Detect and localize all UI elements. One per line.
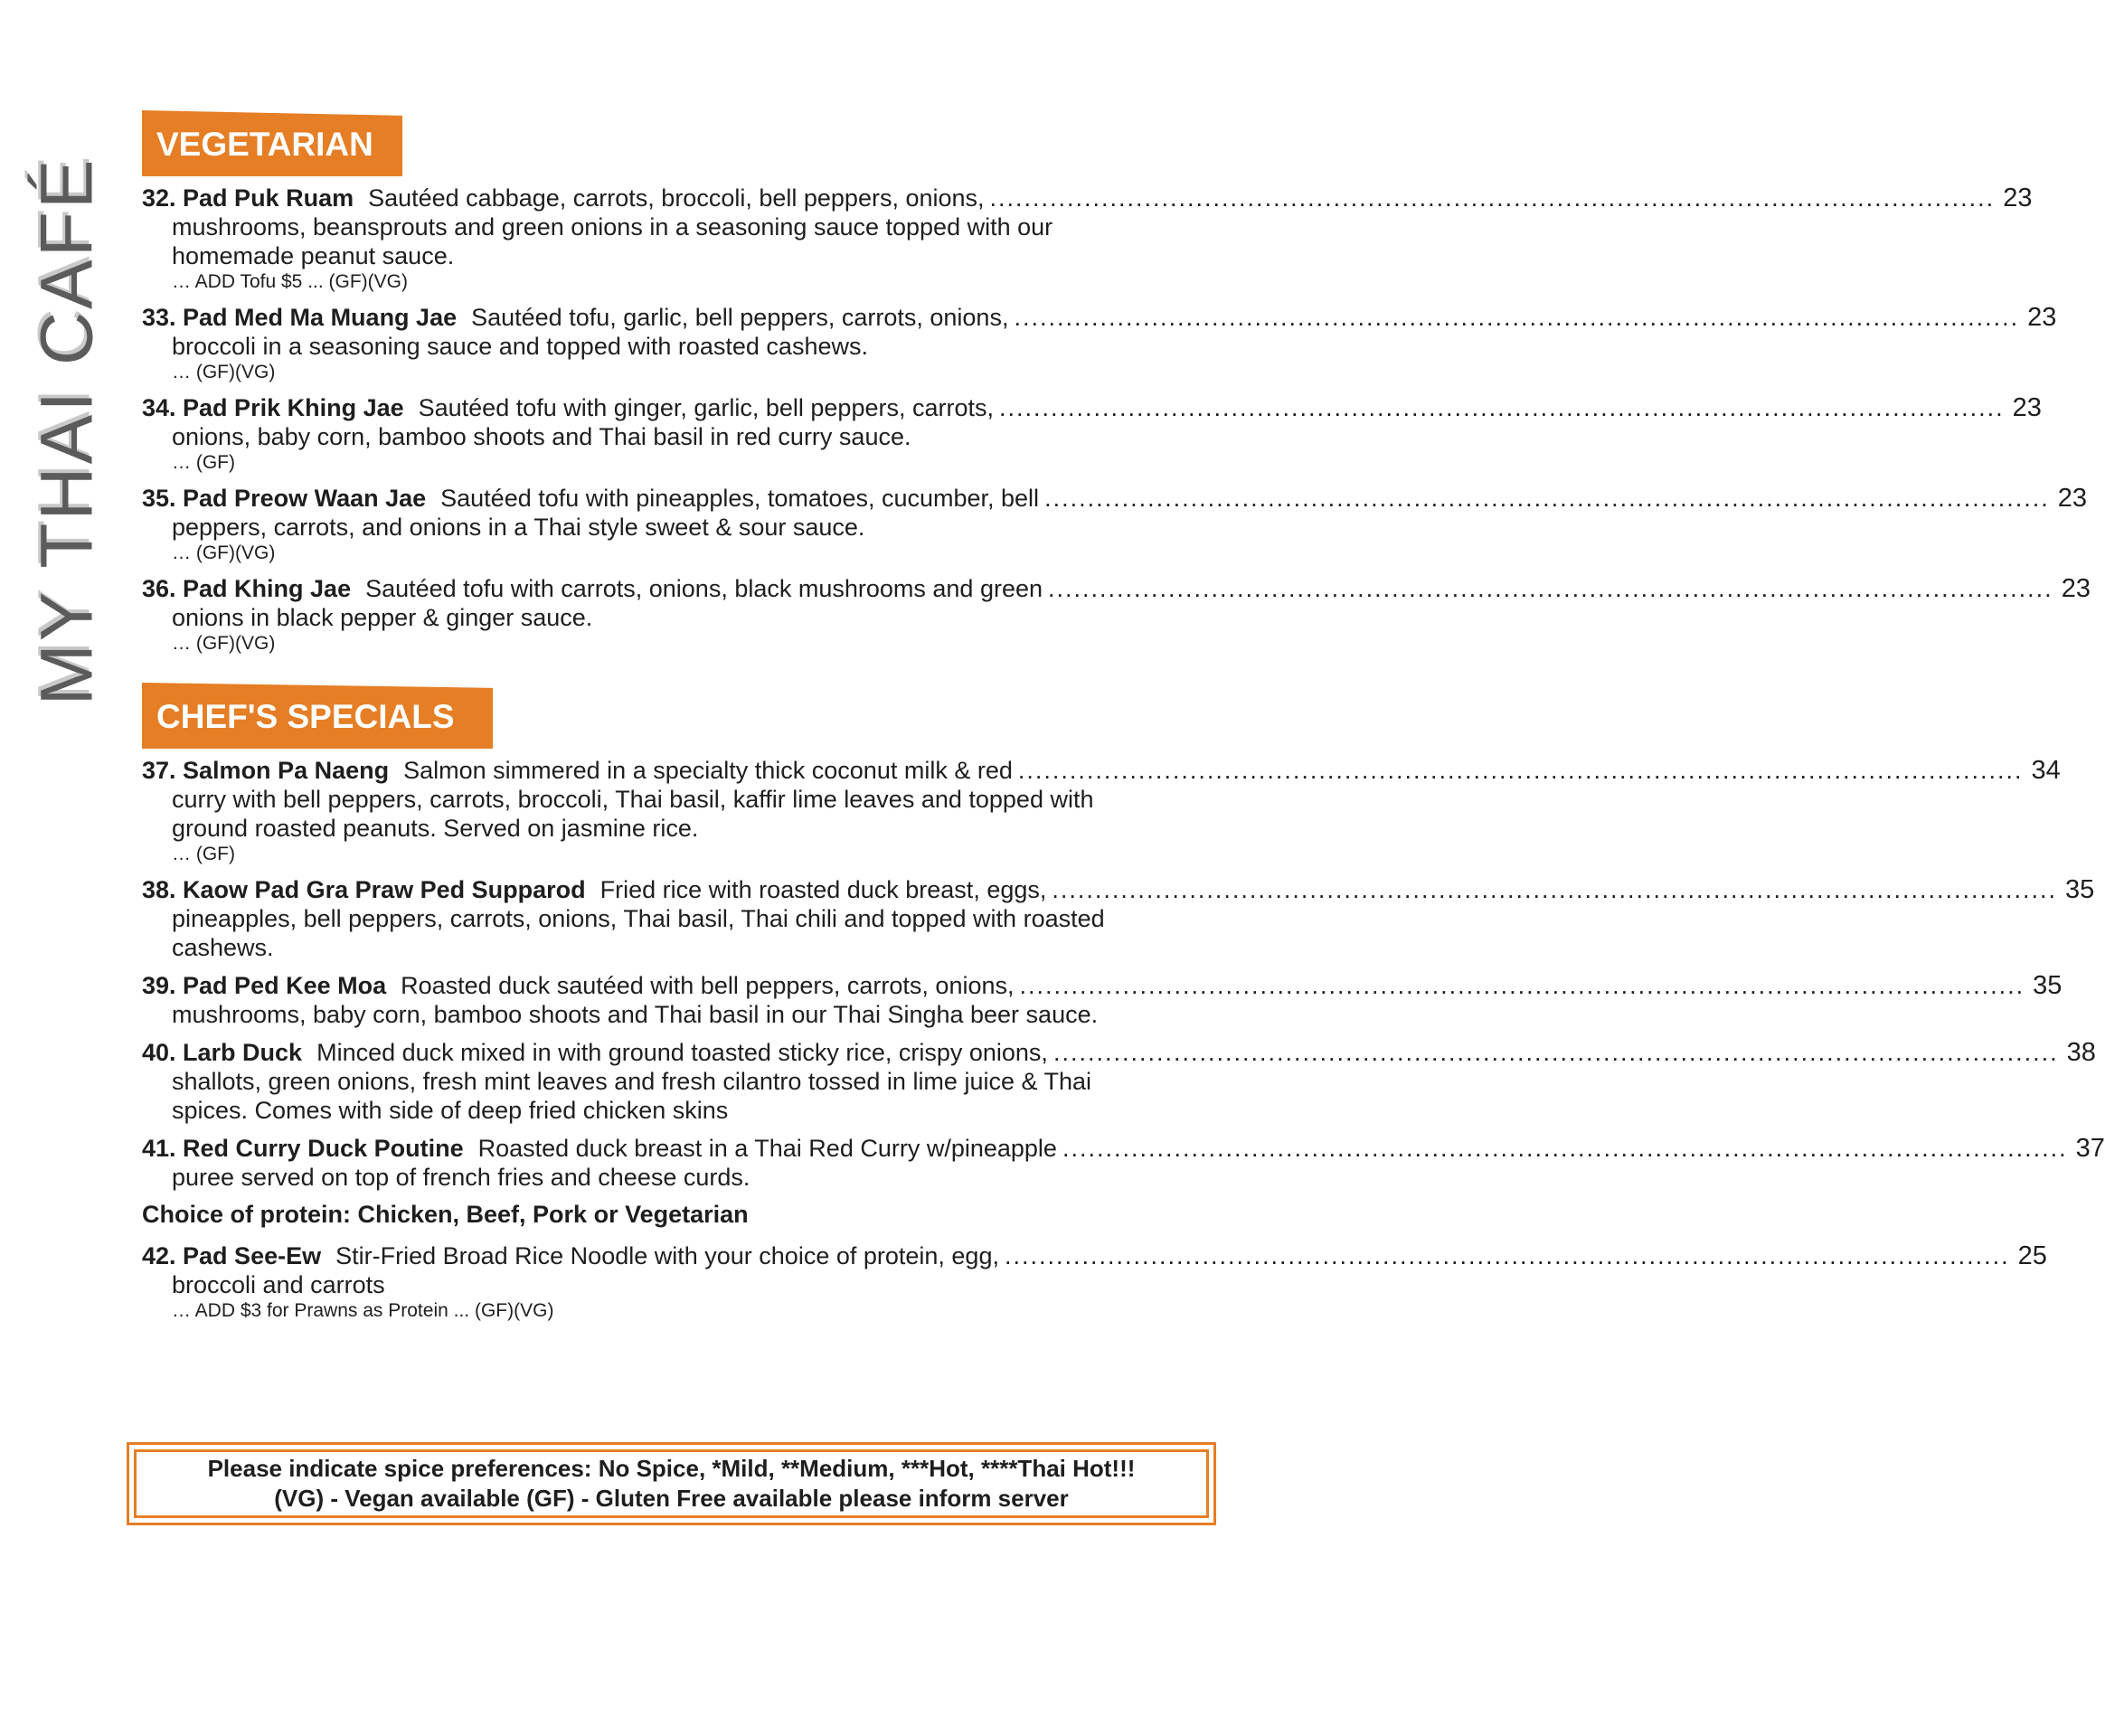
menu-item (142, 756, 2061, 866)
item-desc-rest: mushrooms, beansprouts and green onions in a seasoning sauce topped with our homemade peanut sauce. (172, 213, 1053, 269)
menu-items (142, 756, 2105, 1323)
leader-dots (1005, 1241, 2010, 1270)
menu-content (142, 110, 2105, 1350)
item-name: 37. Salmon Pa Naeng (142, 757, 390, 784)
item-desc-rest: onions in black pepper & ginger sauce. (172, 604, 593, 631)
item-name: 38. Kaow Pad Gra Praw Ped Supparod (142, 876, 586, 903)
item-price: 35 (2033, 971, 2063, 1000)
menu-item (142, 574, 2091, 656)
section-banner: VEGETARIAN (142, 110, 402, 176)
item-price: 37 (2075, 1134, 2105, 1163)
item-desc-first: Sautéed tofu, garlic, bell peppers, carrots, onions, (471, 304, 1009, 331)
item-desc-rest: broccoli and carrots (172, 1271, 385, 1298)
item-note: … (GF)(VG) (172, 633, 276, 654)
leader-dots (1020, 971, 2025, 1000)
item-name: 40. Larb Duck (142, 1039, 303, 1066)
item-note: … ADD $3 for Prawns as Protein ... (GF)(VG) (172, 1300, 554, 1321)
menu-item (142, 484, 2087, 565)
item-name: 36. Pad Khing Jae (142, 575, 352, 602)
item-note: … ADD Tofu $5 ... (GF)(VG) (172, 271, 409, 292)
leader-dots (1044, 484, 2050, 513)
brand-title: MY THAI CAFÉ (26, 156, 109, 706)
item-desc-first: Fried rice with roasted duck breast, eggs, (599, 876, 1047, 903)
leader-dots (999, 393, 2005, 422)
item-name: 34. Pad Prik Khing Jae (142, 394, 404, 421)
leader-dots (1062, 1134, 2068, 1163)
menu-item (142, 1038, 2096, 1125)
section-chefs-specials (142, 683, 2105, 1323)
item-desc-rest: onions, baby corn, bamboo shoots and Thai basil in red curry sauce. (172, 423, 911, 450)
item-desc-first: Minced duck mixed in with ground toasted sticky rice, crispy onions, (316, 1039, 1048, 1066)
item-desc-first: Sautéed tofu with carrots, onions, black mushrooms and green (365, 575, 1043, 602)
item-desc-rest: broccoli in a seasoning sauce and topped with roasted cashews. (172, 333, 868, 360)
item-name: 33. Pad Med Ma Muang Jae (142, 304, 458, 331)
item-desc-first: Salmon simmered in a specialty thick coconut milk & red (403, 757, 1013, 784)
brand-title-vertical (27, 156, 109, 707)
item-name: 35. Pad Preow Waan Jae (142, 485, 427, 512)
item-note: … (GF) (172, 844, 235, 864)
leader-dots (1018, 756, 2024, 785)
item-desc-first: Stir-Fried Broad Rice Noodle with your choice of protein, egg, (335, 1242, 999, 1269)
menu-item (142, 1134, 2105, 1192)
leader-dots (1014, 303, 2019, 332)
spice-notice-line: Please indicate spice preferences: No Spice, *Mild, **Medium, ***Hot, ****Thai Hot!!! (207, 1455, 1136, 1482)
menu-item (142, 393, 2042, 475)
item-name: 39. Pad Ped Kee Moa (142, 972, 387, 999)
item-note: … (GF)(VG) (172, 362, 276, 382)
item-price: 23 (2012, 393, 2042, 422)
leader-dots (1048, 574, 2053, 603)
protein-choice-heading: Choice of protein: Chicken, Beef, Pork or Vegetarian (142, 1201, 749, 1228)
spice-notice-inner (134, 1449, 1209, 1518)
item-note: … (GF) (172, 452, 235, 473)
menu-item (142, 303, 2057, 384)
item-price: 34 (2031, 756, 2061, 785)
item-desc-first: Sautéed tofu with ginger, garlic, bell peppers, carrots, (418, 394, 994, 421)
dietary-notice-line: (VG) - Vegan available (GF) - Gluten Free available please inform server (274, 1485, 1069, 1512)
item-name: 42. Pad See-Ew (142, 1242, 322, 1269)
item-desc-rest: curry with bell peppers, carrots, broccoli, Thai basil, kaffir lime leaves and topped with ground roasted peanuts. Served on jasmine rice. (172, 786, 1094, 842)
item-price: 25 (2017, 1241, 2047, 1270)
item-desc-rest: shallots, green onions, fresh mint leaves and fresh cilantro tossed in lime juice & Thai spices. Comes with side of deep fried chicken skins (172, 1068, 1092, 1124)
item-price: 35 (2065, 875, 2095, 904)
item-price: 38 (2066, 1038, 2096, 1067)
menu-item (142, 971, 2063, 1029)
item-desc-first: Roasted duck breast in a Thai Red Curry w/pineapple (477, 1135, 1057, 1162)
leader-dots (1052, 875, 2057, 904)
leader-dots (1053, 1038, 2059, 1067)
item-desc-first: Roasted duck sautéed with bell peppers, carrots, onions, (401, 972, 1015, 999)
item-note: … (GF)(VG) (172, 542, 276, 563)
item-desc-rest: mushrooms, baby corn, bamboo shoots and Thai basil in our Thai Singha beer sauce. (172, 1001, 1099, 1028)
menu-item (142, 875, 2095, 962)
spice-notice-box (127, 1442, 1216, 1525)
leader-dots (990, 184, 1996, 212)
section-vegetarian (142, 110, 2091, 656)
menu-item (142, 1241, 2047, 1323)
item-price: 23 (2003, 184, 2033, 212)
item-price: 23 (2057, 484, 2087, 513)
section-banner: CHEF'S SPECIALS (142, 683, 493, 749)
menu-items (142, 184, 2091, 656)
item-price: 23 (2061, 574, 2091, 603)
item-name: 32. Pad Puk Ruam (142, 184, 354, 212)
item-name: 41. Red Curry Duck Poutine (142, 1135, 464, 1162)
item-price: 23 (2027, 303, 2057, 332)
menu-item (142, 184, 2033, 294)
item-desc-rest: pineapples, bell peppers, carrots, onions, Thai basil, Thai chili and topped with roasted cashews. (172, 905, 1105, 961)
item-desc-first: Sautéed tofu with pineapples, tomatoes, cucumber, bell (440, 485, 1040, 512)
item-desc-rest: peppers, carrots, and onions in a Thai style sweet & sour sauce. (172, 514, 865, 541)
item-desc-first: Sautéed cabbage, carrots, broccoli, bell peppers, onions, (368, 184, 985, 212)
item-desc-rest: puree served on top of french fries and cheese curds. (172, 1164, 750, 1191)
